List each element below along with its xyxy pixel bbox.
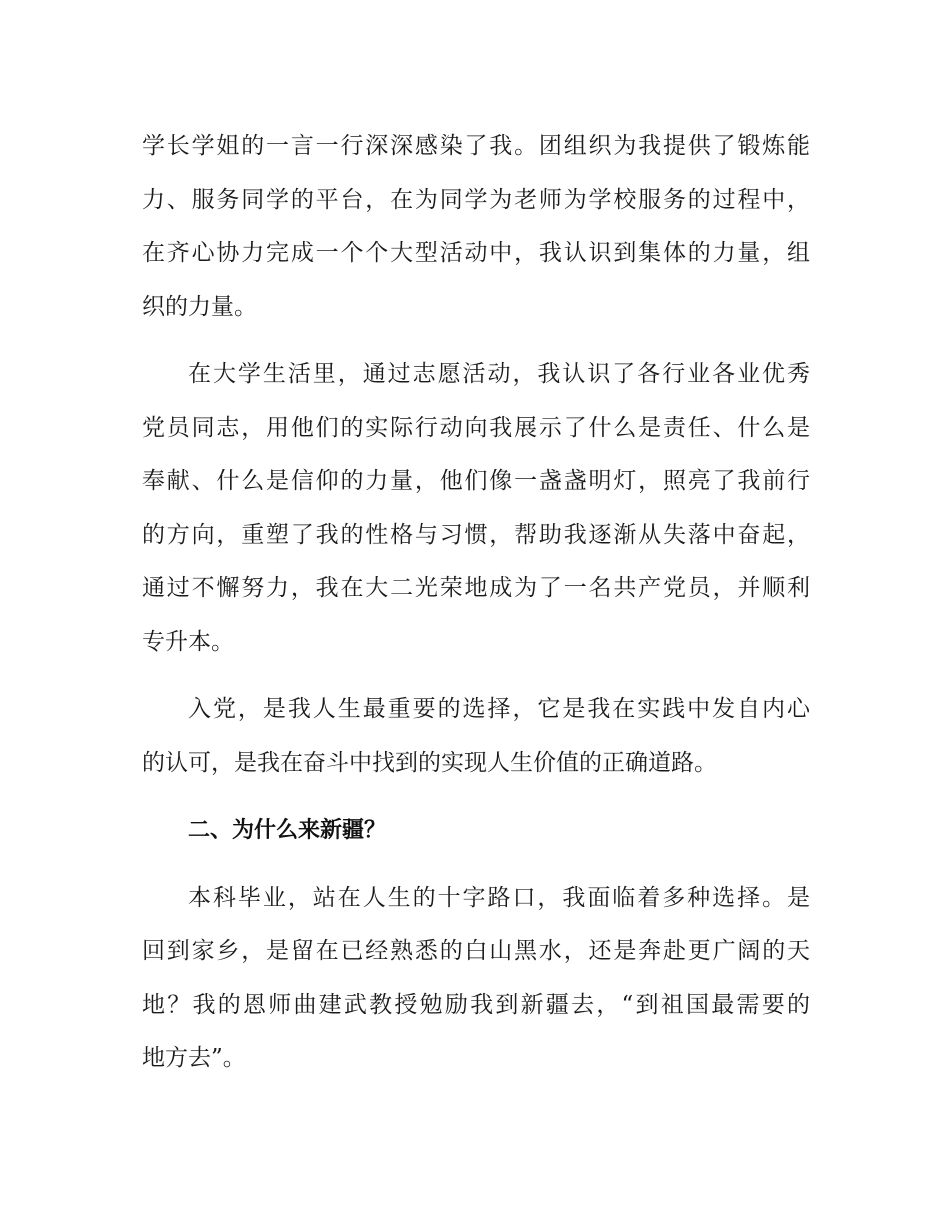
document-body bbox=[142, 120, 810, 1086]
text-line: 奉献、什么是信仰的力量，他们像一盏盏明灯，照亮了我前行 bbox=[142, 468, 810, 494]
paragraph-1 bbox=[142, 120, 810, 334]
paragraph-spacer bbox=[142, 790, 810, 804]
text-line: 力、服务同学的平台，在为同学为老师为学校服务的过程中， bbox=[142, 186, 810, 213]
text-line: 专升本。 bbox=[142, 628, 234, 655]
paragraph-3 bbox=[142, 683, 810, 790]
paragraph-spacer bbox=[142, 334, 810, 348]
text-line: 地方去”。 bbox=[142, 1045, 246, 1071]
text-line: 回到家乡，是留在已经熟悉的白山黑水，还是奔赴更广阔的天 bbox=[142, 938, 810, 964]
paragraph-2 bbox=[142, 348, 810, 669]
text-line: 本科毕业，站在人生的十字路口，我面临着多种选择。是 bbox=[188, 884, 810, 911]
text-line: 通过不懈努力，我在大二光荣地成为了一名共产党员，并顺利 bbox=[142, 575, 810, 601]
section-heading: 二、为什么来新疆？ bbox=[188, 818, 387, 843]
text-line: 在大学生活里，通过志愿活动，我认识了各行业各业优秀 bbox=[188, 361, 810, 387]
text-line: 党员同志，用他们的实际行动向我展示了什么是责任、什么是 bbox=[142, 414, 810, 441]
text-line: 入党，是我人生最重要的选择，它是我在实践中发自内心 bbox=[188, 696, 810, 722]
paragraph-4 bbox=[142, 872, 810, 1086]
text-line: 在齐心协力完成一个个大型活动中，我认识到集体的力量，组 bbox=[142, 240, 810, 266]
paragraph-spacer bbox=[142, 669, 810, 683]
text-line: 的认可，是我在奋斗中找到的实现人生价值的正确道路。 bbox=[142, 749, 717, 776]
paragraph-spacer bbox=[142, 858, 810, 872]
text-line: 学长学姐的一言一行深深感染了我。团组织为我提供了锻炼能 bbox=[142, 133, 810, 159]
text-line: 的方向，重塑了我的性格与习惯，帮助我逐渐从失落中奋起， bbox=[142, 521, 810, 548]
text-line: 地？我的恩师曲建武教授勉励我到新疆去，“到祖国最需要的 bbox=[142, 991, 810, 1018]
text-line: 织的力量。 bbox=[142, 293, 257, 320]
